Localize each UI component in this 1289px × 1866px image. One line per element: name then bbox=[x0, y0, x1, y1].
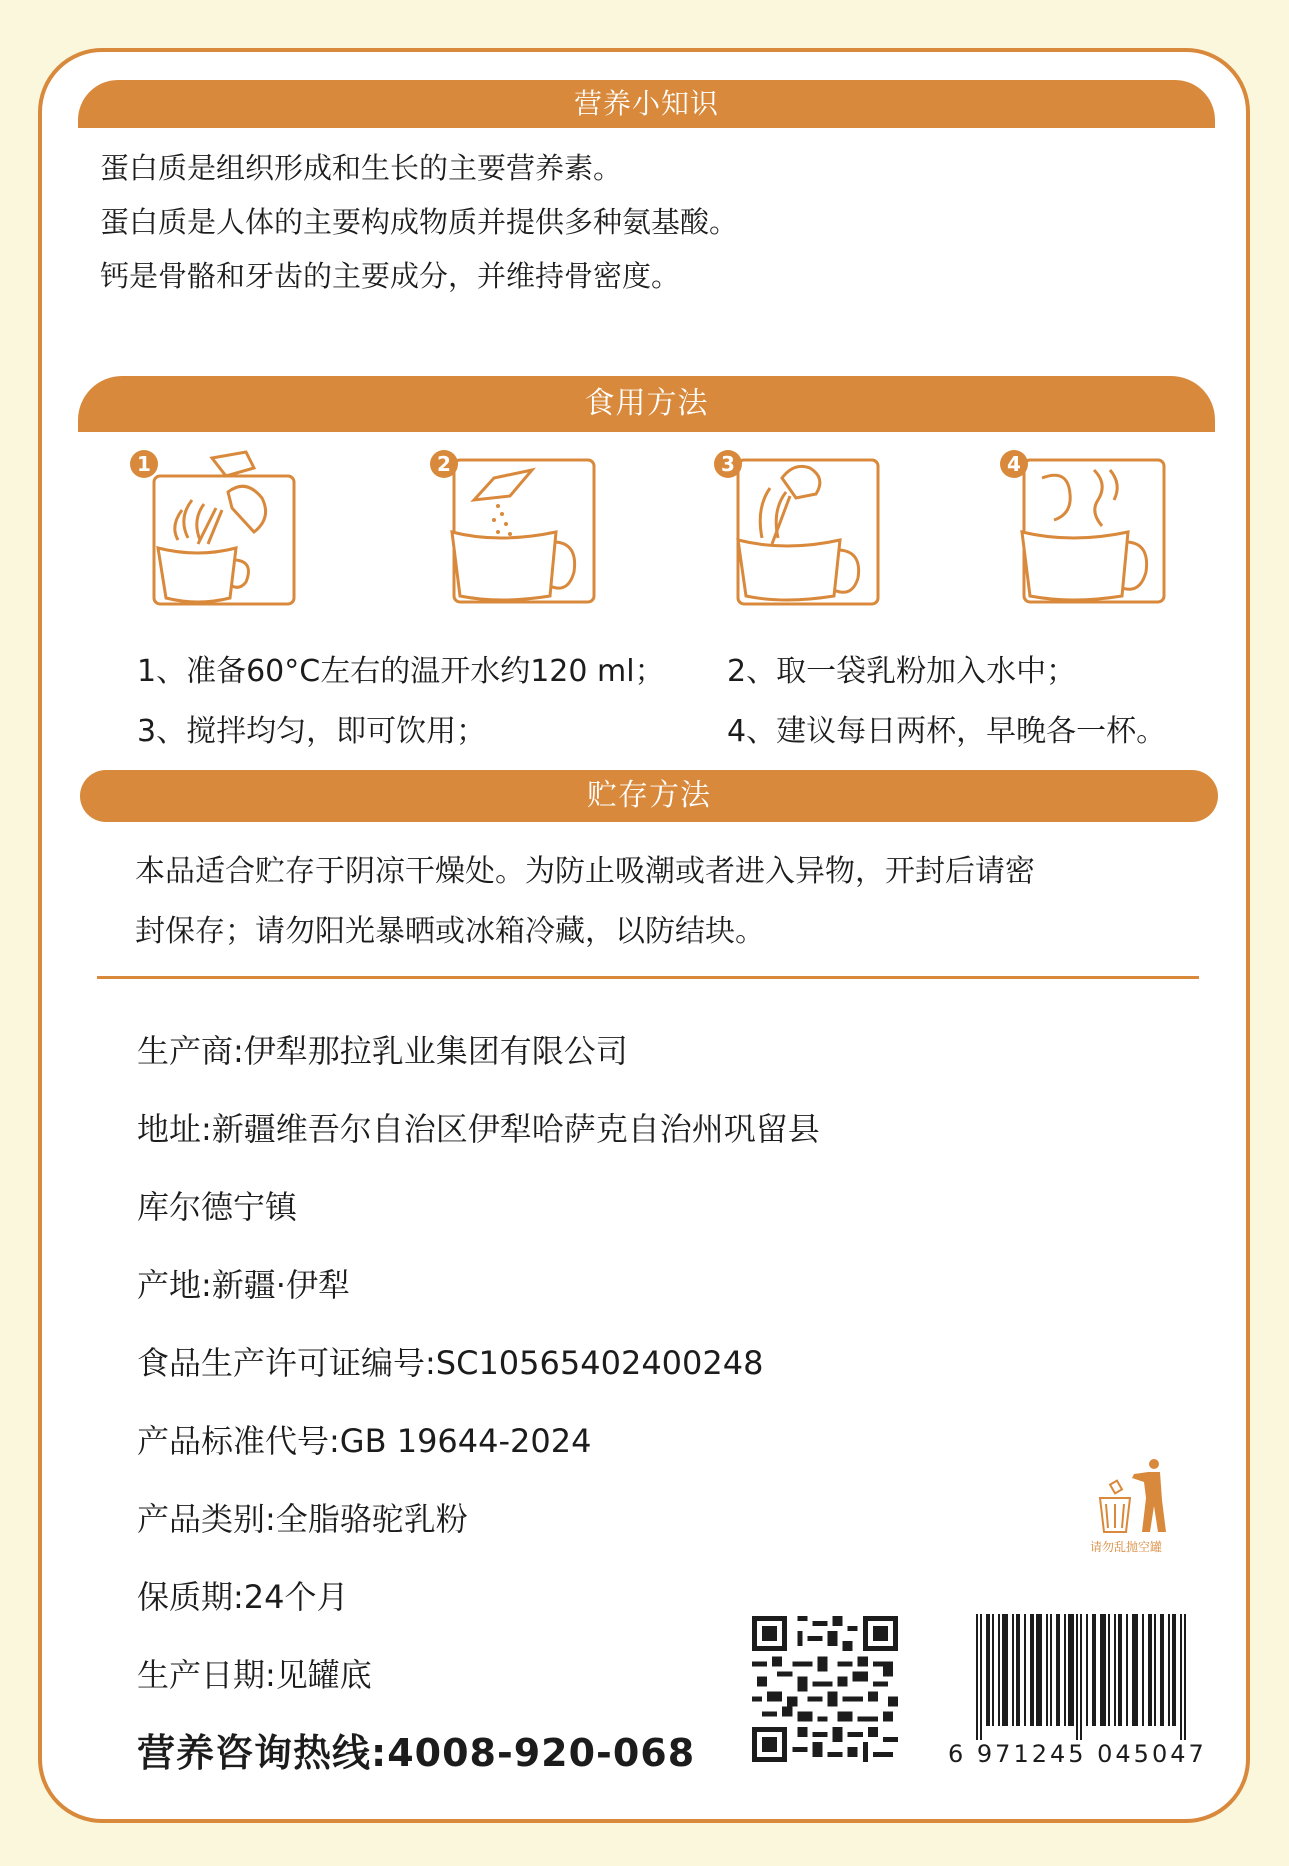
do-not-litter-text: 请勿乱抛空罐 bbox=[1090, 1540, 1163, 1554]
ready-drink-icon bbox=[998, 448, 1168, 608]
standard-code: 产品标准代号:GB 19644-2024 bbox=[137, 1422, 592, 1460]
stir-icon bbox=[712, 448, 882, 608]
origin: 产地:新疆·伊犁 bbox=[137, 1266, 350, 1304]
shelf-life: 保质期:24个月 bbox=[137, 1578, 349, 1616]
usage-section-title: 食用方法 bbox=[78, 376, 1215, 432]
storage-line: 本品适合贮存于阴凉干燥处。为防止吸潮或者进入异物，开封后请密 bbox=[135, 854, 1035, 889]
storage-section-title: 贮存方法 bbox=[80, 770, 1218, 822]
step-number: 3 bbox=[721, 452, 735, 476]
step-instruction: 2、取一袋乳粉加入水中； bbox=[727, 654, 1077, 689]
storage-line: 封保存；请勿阳光暴晒或冰箱冷藏，以防结块。 bbox=[135, 914, 765, 949]
do-not-litter-icon bbox=[1096, 1458, 1176, 1534]
address-continued: 库尔德宁镇 bbox=[137, 1188, 298, 1226]
pour-water-icon bbox=[128, 448, 298, 608]
license-number: 食品生产许可证编号:SC10565402400248 bbox=[137, 1344, 764, 1382]
barcode bbox=[972, 1614, 1190, 1740]
qr-code[interactable] bbox=[752, 1616, 898, 1762]
barcode-number: 6 971245 045047 bbox=[948, 1740, 1207, 1768]
step-instruction: 3、搅拌均匀，即可饮用； bbox=[137, 714, 487, 749]
product-category: 产品类别:全脂骆驼乳粉 bbox=[137, 1500, 468, 1538]
nutrition-section-title: 营养小知识 bbox=[78, 80, 1215, 128]
divider bbox=[97, 976, 1199, 979]
step-instruction: 1、准备60°C左右的温开水约120 ml； bbox=[137, 654, 665, 689]
nutrition-line: 蛋白质是组织形成和生长的主要营养素。 bbox=[100, 151, 623, 185]
production-date: 生产日期:见罐底 bbox=[137, 1656, 372, 1694]
step-instruction: 4、建议每日两杯，早晚各一杯。 bbox=[727, 714, 1167, 749]
nutrition-line: 蛋白质是人体的主要构成物质并提供多种氨基酸。 bbox=[100, 205, 739, 239]
step-number: 1 bbox=[137, 452, 151, 476]
hotline: 营养咨询热线:4008-920-068 bbox=[137, 1731, 696, 1775]
step-number: 4 bbox=[1007, 452, 1021, 476]
step-number: 2 bbox=[437, 452, 451, 476]
nutrition-line: 钙是骨骼和牙齿的主要成分，并维持骨密度。 bbox=[100, 259, 681, 293]
address: 地址:新疆维吾尔自治区伊犁哈萨克自治州巩留县 bbox=[137, 1110, 820, 1148]
manufacturer: 生产商:伊犁那拉乳业集团有限公司 bbox=[137, 1032, 628, 1070]
add-powder-icon bbox=[428, 448, 598, 608]
